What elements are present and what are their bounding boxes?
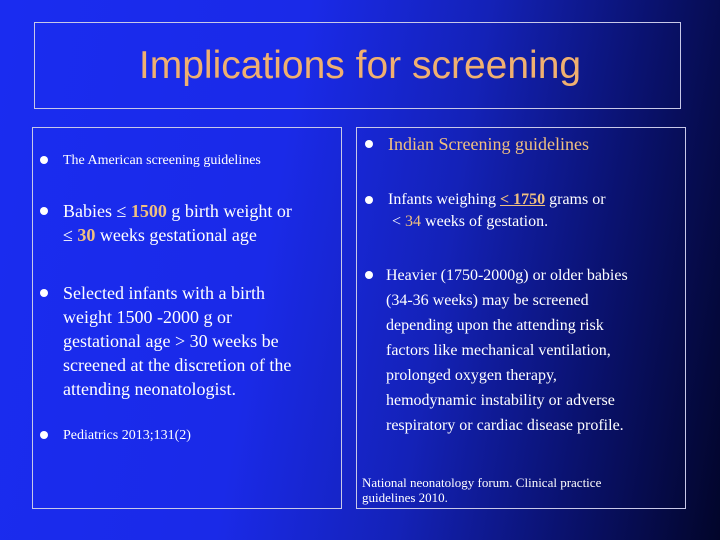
right-b1-value: < 1750 bbox=[499, 191, 546, 208]
right-b1-line2-post: weeks of gestation. bbox=[421, 213, 549, 230]
left-b2-line: weight 1500 -2000 g or bbox=[63, 307, 232, 327]
right-bullet-2 bbox=[386, 263, 628, 438]
slide-title: Implications for screening bbox=[138, 44, 582, 87]
bullet-icon bbox=[365, 140, 373, 148]
right-heading: Indian Screening guidelines bbox=[388, 134, 589, 154]
right-b2-line: Heavier (1750-2000g) or older babies bbox=[386, 267, 628, 284]
left-b1-post: weeks gestational age bbox=[95, 225, 257, 245]
left-b1-pre: Babies bbox=[63, 201, 117, 221]
left-b1-le2: ≤ bbox=[63, 225, 78, 245]
right-b1-post: grams or bbox=[545, 191, 606, 208]
bullet-icon bbox=[40, 431, 48, 439]
right-b2-line: hemodynamic instability or adverse bbox=[386, 392, 615, 409]
left-b2-line: gestational age > 30 weeks be bbox=[63, 331, 279, 351]
right-note-line: National neonatology forum. Clinical practice bbox=[362, 475, 602, 490]
right-note-line: guidelines 2010. bbox=[362, 490, 448, 505]
right-b2-line: prolonged oxygen therapy, bbox=[386, 367, 557, 384]
right-b1-line2-pre: < bbox=[392, 213, 406, 230]
left-b1-value-2: 30 bbox=[77, 225, 96, 245]
right-b1-pre: Infants weighing bbox=[388, 191, 500, 208]
right-b2-line: respiratory or cardiac disease profile. bbox=[386, 417, 624, 434]
right-note bbox=[362, 475, 601, 505]
bullet-icon bbox=[365, 271, 373, 279]
right-b2-line: depending upon the attending risk bbox=[386, 317, 604, 334]
bullet-icon bbox=[365, 196, 373, 204]
bullet-icon bbox=[40, 156, 48, 164]
left-b2-line: screened at the discretion of the bbox=[63, 355, 292, 375]
right-b1-line2-value: 34 bbox=[405, 213, 422, 230]
left-b1-le1: ≤ bbox=[116, 201, 131, 221]
left-reference: Pediatrics 2013;131(2) bbox=[63, 428, 191, 443]
right-b2-line: (34-36 weeks) may be screened bbox=[386, 292, 589, 309]
left-heading: The American screening guidelines bbox=[63, 153, 261, 168]
bullet-icon bbox=[40, 207, 48, 215]
left-bullet-1 bbox=[63, 199, 292, 247]
left-b2-line: Selected infants with a birth bbox=[63, 283, 265, 303]
right-b2-line: factors like mechanical ventilation, bbox=[386, 342, 611, 359]
left-b2-line: attending neonatologist. bbox=[63, 379, 236, 399]
left-b1-value-1: 1500 bbox=[130, 201, 167, 221]
bullet-icon bbox=[40, 289, 48, 297]
right-bullet-1 bbox=[388, 189, 606, 233]
left-b1-mid: g birth weight or bbox=[166, 201, 292, 221]
left-bullet-2 bbox=[63, 281, 291, 401]
